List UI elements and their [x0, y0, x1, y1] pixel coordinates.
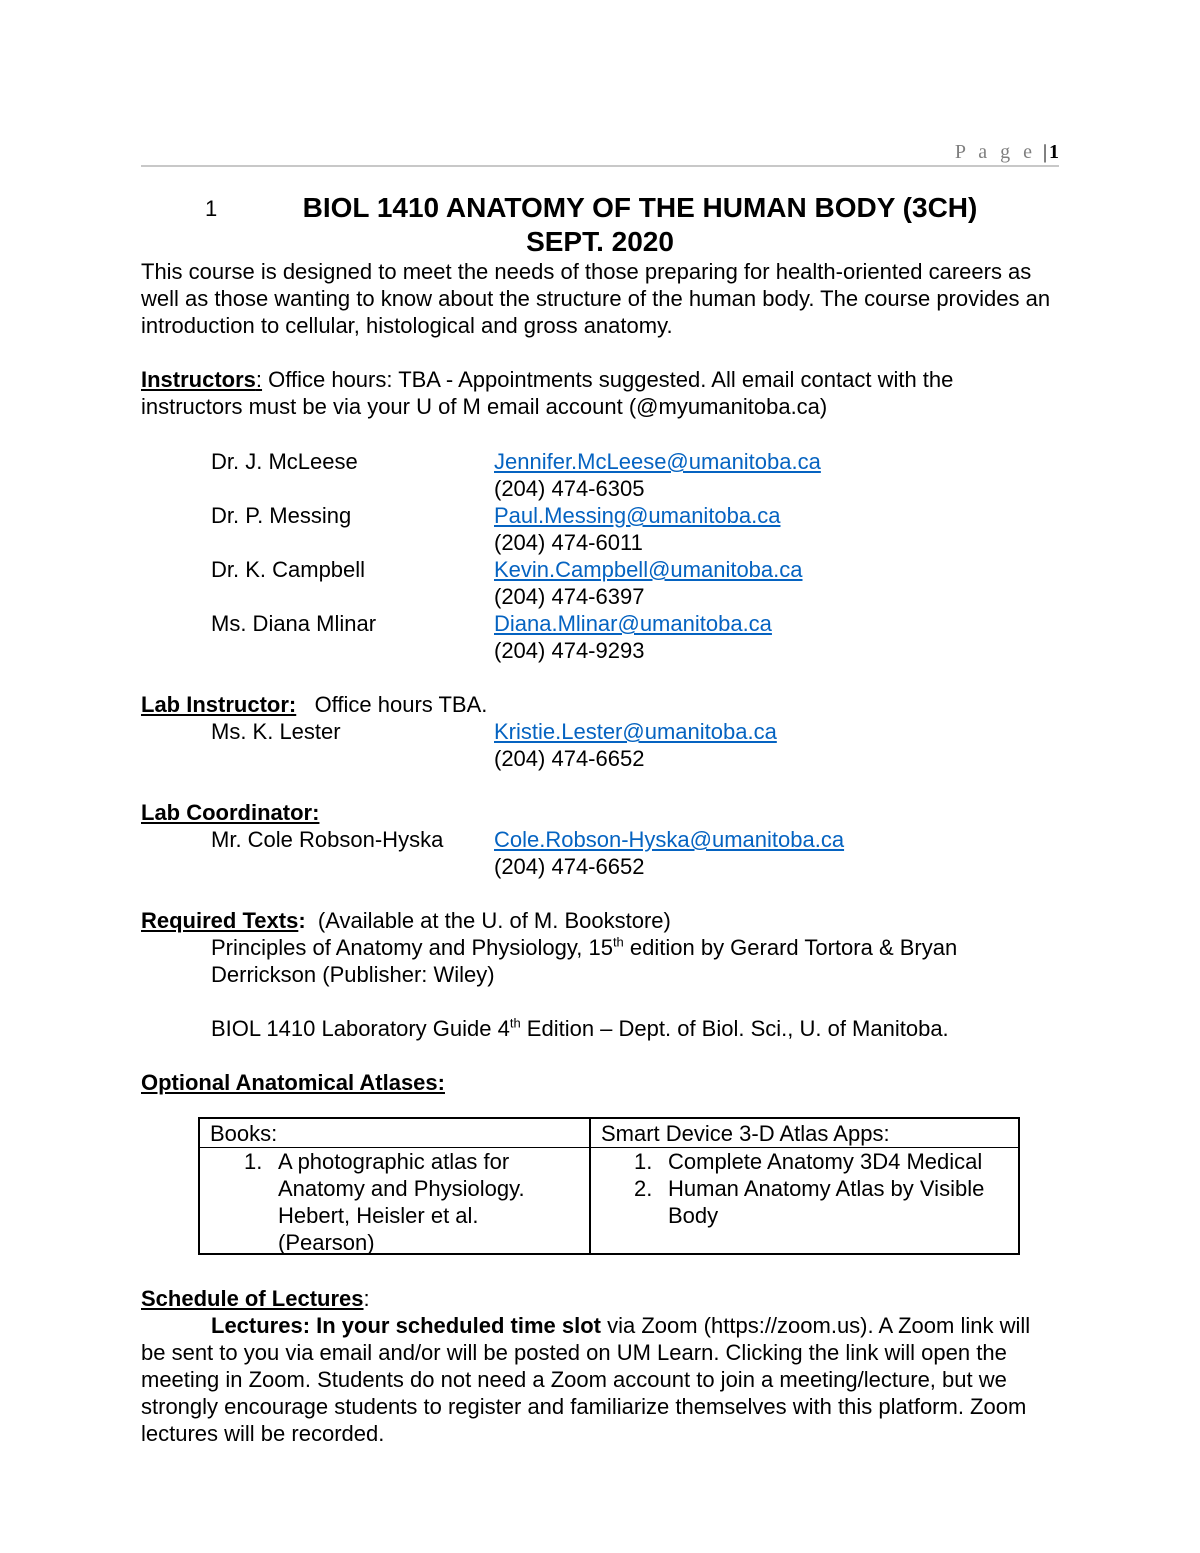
required-text-1-title: Principles of Anatomy and Physiology, 15	[211, 935, 613, 960]
instructors-note: Office hours: TBA - Appointments suggested. All email contact with the instructors must be via your U of M email account (@myumanitoba.ca)	[141, 367, 954, 419]
instructors-heading: Instructors	[141, 367, 256, 392]
instructors-paragraph	[141, 366, 1059, 420]
instructors-colon: :	[255, 367, 263, 392]
instructor-name: Ms. Diana Mlinar	[211, 611, 377, 636]
course-description: This course is designed to meet the needs of those preparing for health-oriented careers as well as those wanting to know about the structure of the human body. The course provides an introduction to cellular, histological and gross anatomy.	[141, 259, 1051, 338]
required-texts-paragraph	[141, 907, 1059, 934]
lab-instructor-heading: Lab Instructor:	[141, 692, 297, 717]
instructor-email-link[interactable]: Kevin.Campbell@umanitoba.ca	[494, 557, 803, 582]
course-title: BIOL 1410 ANATOMY OF THE HUMAN BODY (3CH)	[302, 192, 978, 223]
instructor-name: Dr. K. Campbell	[211, 557, 366, 582]
heading-number: 1	[205, 196, 218, 221]
required-text-1	[211, 934, 957, 961]
required-text-2-title: BIOL 1410 Laboratory Guide 4	[211, 1016, 510, 1041]
table-header-books: Books:	[200, 1119, 589, 1148]
lab-instructor-name: Ms. K. Lester	[211, 719, 341, 744]
lab-instructor-note: Office hours TBA.	[296, 692, 488, 717]
required-texts-note: (Available at the U. of M. Bookstore)	[305, 908, 671, 933]
lab-coordinator-paragraph	[141, 799, 1059, 826]
lab-coordinator-name: Mr. Cole Robson-Hyska	[211, 827, 444, 852]
page-separator: |	[1042, 141, 1047, 163]
schedule-paragraph	[141, 1285, 1059, 1312]
required-texts-heading: Required Texts	[141, 908, 299, 933]
instructor-name: Dr. J. McLeese	[211, 449, 358, 474]
list-item-line: Anatomy and Physiology.	[278, 1176, 525, 1201]
list-item-number: 2.	[634, 1176, 653, 1201]
lectures-lead: Lectures: In your scheduled time slot	[211, 1313, 601, 1338]
list-item-line: (Pearson)	[278, 1230, 375, 1255]
instructor-name: Dr. P. Messing	[211, 503, 352, 528]
list-item	[590, 1148, 1020, 1175]
required-text-2-sup: th	[509, 1015, 521, 1031]
lectures-body: will be sent to you via email and/or will be posted on UM Learn. Clicking the link will open the meeting in Zoom. Students do not need a Zoom account to join a meeting/lecture, but we strongly encourage students to register and familiarize themselves with this platform. Zoom lectures will be recorded.	[141, 1313, 1031, 1446]
required-text-1-rest: edition by Gerard Tortora & Bryan	[623, 935, 958, 960]
list-item-number: 1.	[634, 1149, 653, 1174]
schedule-body	[141, 1312, 1059, 1447]
books-list	[200, 1148, 589, 1256]
atlases-table	[198, 1117, 1020, 1255]
list-item-line: Body	[668, 1203, 719, 1228]
required-text-2	[211, 1015, 949, 1042]
atlases-heading: Optional Anatomical Atlases:	[141, 1070, 445, 1095]
lab-coordinator-heading: Lab Coordinator:	[141, 800, 320, 825]
instructor-phone: (204) 474-6011	[494, 530, 643, 555]
lab-coordinator-email-link[interactable]: Cole.Robson-Hyska@umanitoba.ca	[494, 827, 845, 852]
list-item-line: Hebert, Heisler et al.	[278, 1203, 479, 1228]
instructor-phone: (204) 474-9293	[494, 638, 645, 663]
lab-instructor-email-link[interactable]: Kristie.Lester@umanitoba.ca	[494, 719, 777, 744]
instructor-email-link[interactable]: Diana.Mlinar@umanitoba.ca	[494, 611, 772, 636]
page-label: P a g e	[954, 141, 1036, 163]
apps-list	[590, 1148, 1020, 1229]
course-date: SEPT. 2020	[526, 226, 674, 257]
list-item-line: Complete Anatomy 3D4 Medical	[668, 1149, 983, 1174]
lab-coordinator-phone: (204) 474-6652	[494, 854, 645, 879]
instructor-phone: (204) 474-6305	[494, 476, 645, 501]
list-item	[200, 1148, 589, 1256]
lectures-line1: via Zoom (https://zoom.us). A Zoom link	[600, 1313, 994, 1338]
page-number-header	[940, 141, 1059, 164]
instructor-email-link[interactable]: Paul.Messing@umanitoba.ca	[494, 503, 781, 528]
instructor-email-link[interactable]: Jennifer.McLeese@umanitoba.ca	[494, 449, 821, 474]
list-item	[590, 1175, 1020, 1229]
schedule-colon: :	[363, 1286, 370, 1311]
lab-instructor-phone: (204) 474-6652	[494, 746, 645, 771]
required-text-2-rest: Edition – Dept. of Biol. Sci., U. of Manitoba.	[520, 1016, 949, 1041]
required-texts-colon: :	[298, 908, 306, 933]
lab-instructor-paragraph	[141, 691, 1059, 718]
list-item-number: 1.	[244, 1149, 263, 1174]
list-item-line: Human Anatomy Atlas by Visible	[668, 1176, 985, 1201]
list-item-line: A photographic atlas for	[278, 1149, 510, 1174]
atlases-paragraph	[141, 1069, 1059, 1096]
table-header-apps: Smart Device 3-D Atlas Apps:	[591, 1119, 1018, 1148]
schedule-heading: Schedule of Lectures	[141, 1286, 364, 1311]
header-rule	[141, 165, 1059, 167]
required-text-1-cont: Derrickson (Publisher: Wiley)	[211, 962, 495, 987]
instructor-phone: (204) 474-6397	[494, 584, 645, 609]
page-number: 1	[1049, 141, 1059, 163]
required-text-1-sup: th	[612, 934, 624, 950]
